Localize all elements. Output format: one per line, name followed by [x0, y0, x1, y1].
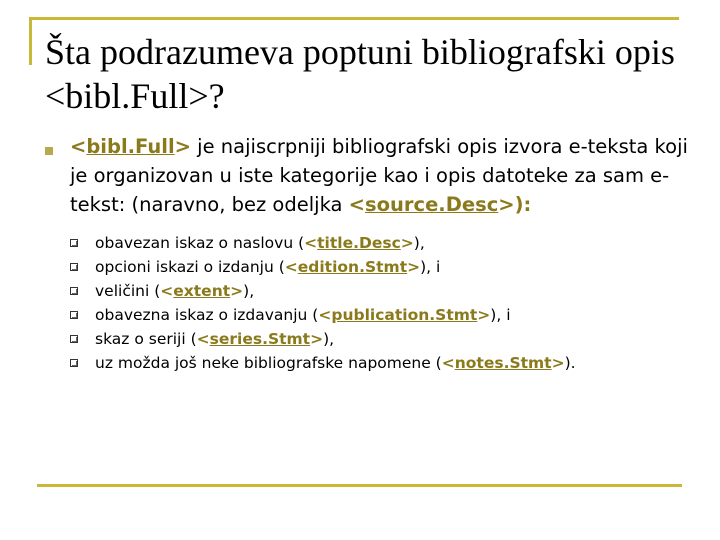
item-text-after: ), i [490, 306, 511, 324]
tag-open: < [160, 282, 174, 300]
tag-close: > [400, 234, 414, 252]
hollow-square-bullet-icon [70, 335, 78, 343]
tag-open: < [70, 135, 87, 158]
main-bullet-text [70, 132, 700, 219]
tag-name: extent [173, 282, 231, 300]
sub-bullet-list [70, 231, 690, 375]
hollow-square-bullet-icon [70, 287, 78, 295]
hollow-square-bullet-icon [70, 311, 78, 319]
item-text-after: ). [564, 354, 576, 372]
bibl-full-tag [70, 135, 191, 158]
list-item [70, 255, 690, 279]
tag-close: > [407, 258, 421, 276]
element-tag [304, 234, 414, 252]
tag-close: > [477, 306, 491, 324]
top-rule [29, 17, 679, 20]
left-rule [29, 17, 32, 65]
list-item [70, 279, 690, 303]
main-bullet-body: je najiscrpniji bibliografski opis izvora e-teksta koji je organizovan u iste kategorije kao i opis datoteke za sam e-tekst: (naravno, bez odeljka [70, 135, 688, 216]
tag-open: < [304, 234, 318, 252]
list-item [70, 351, 690, 375]
item-text: obavezna iskaz o izdavanju ( [95, 306, 319, 324]
list-item [70, 231, 690, 255]
item-text: skaz o seriji ( [95, 330, 197, 348]
item-text-after: ), [413, 234, 425, 252]
slide-title: Šta podrazumeva poptuni bibliografski opis <bibl.Full>? [45, 32, 675, 116]
hollow-square-bullet-icon [70, 359, 78, 367]
tag-name: series.Stmt [209, 330, 311, 348]
list-item [70, 327, 690, 351]
list-item [70, 303, 690, 327]
main-bullet-end: ): [514, 193, 532, 216]
element-tag [442, 354, 565, 372]
item-text-after: ), [243, 282, 255, 300]
source-desc-tag [349, 193, 532, 216]
tag-close: > [310, 330, 324, 348]
ref-open: < [348, 193, 366, 216]
tag-name: bibl.Full [86, 135, 175, 158]
hollow-square-bullet-icon [70, 263, 78, 271]
element-tag [318, 306, 490, 324]
item-text: obavezan iskaz o naslovu ( [95, 234, 305, 252]
item-text: opcioni iskazi o izdanju ( [95, 258, 285, 276]
tag-close: > [174, 135, 191, 158]
tag-close: > [551, 354, 565, 372]
item-text-after: ), [323, 330, 335, 348]
tag-name: title.Desc [317, 234, 401, 252]
tag-name: edition.Stmt [297, 258, 408, 276]
ref-close: > [498, 193, 515, 216]
element-tag [285, 258, 420, 276]
item-text-after: ), i [420, 258, 441, 276]
square-bullet-icon [45, 147, 53, 155]
tag-name: notes.Stmt [454, 354, 552, 372]
item-text: uz možda još neke bibliografske napomene ( [95, 354, 442, 372]
element-tag [160, 282, 243, 300]
ref-name: source.Desc [365, 193, 499, 216]
tag-open: < [196, 330, 210, 348]
bottom-rule [37, 484, 682, 487]
item-text: veličini ( [95, 282, 161, 300]
tag-name: publication.Stmt [331, 306, 478, 324]
element-tag [197, 330, 323, 348]
tag-open: < [441, 354, 455, 372]
tag-close: > [230, 282, 244, 300]
tag-open: < [318, 306, 332, 324]
tag-open: < [284, 258, 298, 276]
hollow-square-bullet-icon [70, 239, 78, 247]
